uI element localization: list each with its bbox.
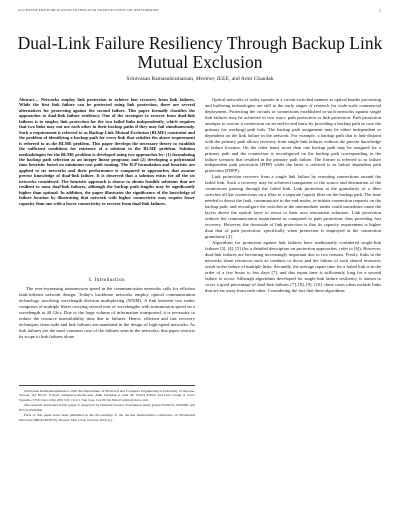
footnotes [19, 385, 195, 465]
paper-title: Dual-Link Failure Resiliency Through Backup Link Mutual Exclusion [17, 33, 383, 72]
section-heading-introduction: I. Introduction [89, 277, 125, 283]
paragraph-optical-networks: Optical networks of today operate in a circuit-switched manner as optical header processing and buffering technologies are still in the early stages of research for wide-scale commercial deployment. Protecting the circuits or connections established in such networks against single link failures may be achieved in two ways: path protection or link protection. Path protection attempts to restore a connection on an end-to-end basis by providing a backup path in case the primary (or working) path fails. The backup path assignment may be either independent or dependent on the link failure in the network. For example, a backup path that is link-disjoint with the primary path allows recovery from single-link failures without the precise knowledge of failure location. On the other hand, more than one backup path may be assigned for a primary path and the connection is reconfigured on the backup path corresponding to the failure scenario that resulted in the primary path failure. The former is referred to as failure independent path protection (FIPP) while the latter is referred to as failure dependent path protection (FDPP). [205, 97, 381, 174]
left-column [19, 97, 195, 465]
intro-paragraph: The ever-increasing transmission speed in the communication networks calls for efficient fault-tolerant network design. Today's backbone networks employ optical communication technology involving wavelength division multiplexing (WDM). A link between two nodes comprises of multiple fibers carrying several tens of wavelengths with transmission speed on a wavelength at 40 Gb/s. Due to the large volume of information transported, it is necessary to reduce the resource unavailability time due to failures. Hence, efficient and fast recovery techniques from node and link failures are mandated in the design of high-speed networks. As link failures are the most common case of the failures seen in the networks, this paper restricts its scope to link failures alone. [19, 286, 195, 339]
running-head: ACCEPTED FOR PUBLICATION IN IEEE/ACM TRANSACTIONS ON NETWORKING [18, 8, 160, 12]
author-1: Srinivasan Ramasubramanian, [126, 76, 195, 82]
introduction-body [19, 286, 195, 381]
author-2: and Amit Chandak [231, 76, 274, 82]
author-role: Member, IEEE, [195, 76, 231, 82]
footnote-funding: The research developed in this paper is supported by National Science Foundation under grants 0325979, 0435490, and ECCS-0524366. [19, 403, 195, 412]
paragraph-link-protection: Link protection recovers from a single link failure by rerouting connections around the failed link. Such a recovery may be achieved transparent to the source and destination of the connections passing through the failed link. Link protection at the granularity of a fiber switches all the connections on a fiber to a separate (spare) fiber on the backup path. The time needed to detect the fault, communicate to the end-nodes, re-initiate connection requests on the backup path, and reconfigure the switches at the intermediate nodes could sometimes cause the layers above the optical layer to resort to their own restoration solutions. Link protection reduces the communication requirement as compared to path protection, thus providing fast recovery. However, the downside of link protection is that its capacity requirement is higher than that of path protection, specifically when protection is employed at the connection granularity [2]. [205, 174, 381, 239]
page-number: 1 [379, 8, 381, 13]
right-column [205, 97, 381, 511]
abstract-label: Abstract [19, 97, 35, 102]
right-column-body [205, 97, 381, 511]
abstract-text: — Networks employ link protection to achieve fast recovery from link failures. While the first link failure can be protected using link protection, there are several alternatives for protecting against the second failure. This paper formally classifies the approaches to dual-link failure resiliency. One of the strategies to recover from dual-link failures is to employ link protection for the two failed links independently, which requires that two links may not use each other in their backup paths if they may fail simultaneously. Such a requirement is referred to as Backup Link Mutual Exclusion (BLME) constraint and the problem of identifying a backup path for every link that satisfies the above requirement is referred to as the BLME problem. This paper develops the necessary theory to establish the sufficient conditions for existence of a solution to the BLME problem. Solution methodologies for the BLME problem is developed using two approaches by: (1) formulating the backup path selection as an integer linear program; and (2) developing a polynomial time heuristic based on minimum cost path routing. The ILP formulation and heuristic are applied to six networks and their performance is compared to approaches that assume precise knowledge of dual-link failure. It is observed that a solution exists for all the six networks considered. The heuristic approach is shown to obtain feasible solutions that are resilient to most dual-link failures, although the backup path lengths may be significantly higher than optimal. In addition, the paper illustrates the significance of the knowledge of failure location by illustrating that network with higher connectivity may require lesser capacity than one with a lower connectivity to recover from dual-link failures. [19, 97, 195, 206]
footnote-prior-publication: Parts of this paper have been published in the Proceedings of the Second International Conference on Broadband Networks (BROADNETS), Boston, MA, USA, October 2005 [1]. [19, 413, 195, 422]
footnote-affiliation: Srinivasan Ramasubramanian is with the Department of Electrical and Computer Engineering at University of Arizona, Tucson, AZ 85721. E-mail: srini@ece.arizona.edu. Amit Chandak is with the Switch Fabric and Line Group at Cisco Systems, 3750 Cisco Way, MS: SJC 15/2/1, San Jose, CA 95134. Email: amitc@cisco.com. [19, 389, 195, 402]
paragraph-algorithms: Algorithms for protection against link failures have traditionally considered single-link failures [3], [4], [5] (for a detailed description on protection approaches, refer to [6]). However, dual-link failures are becoming increasingly important due to two reasons. Firstly, links in the networks share resources such as conduits or ducts and the failure of such shared resources result in the failure of multiple links. Secondly, the average repair time for a failed link is in the order of a few hours to few days [7], and this repair time is sufficiently long for a second failure to occur. Although algorithms developed for single-link failure resiliency is shown to cover a good percentage of dual-link failures [7], [8], [9], [10], these cases often include links that are far away from each other. Considering the fact that these algorithms [205, 239, 381, 293]
author-line [0, 76, 400, 82]
abstract [19, 97, 195, 273]
